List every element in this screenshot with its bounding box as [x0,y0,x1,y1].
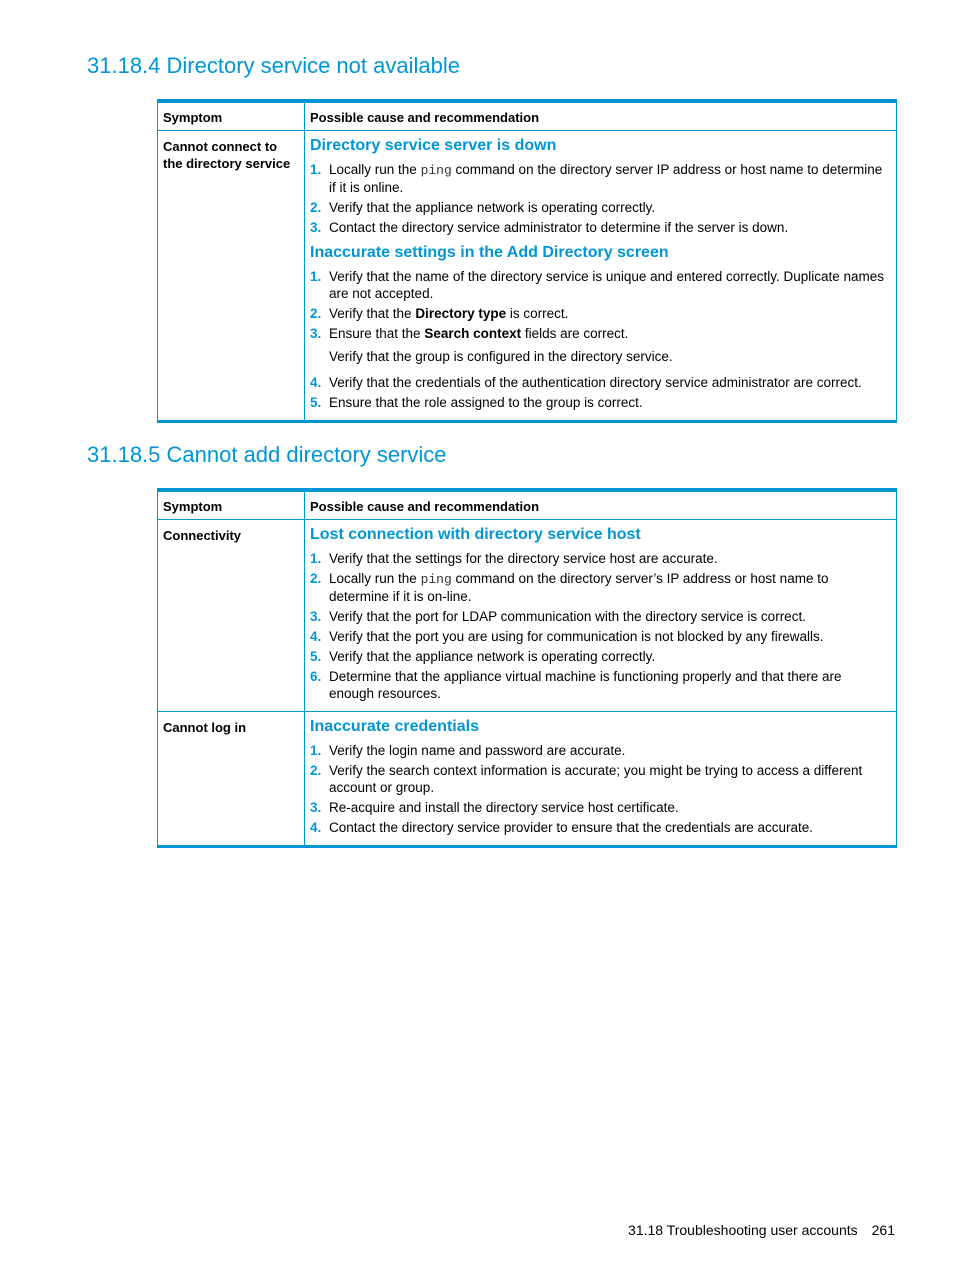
step-item [310,762,890,796]
step-number: 3. [310,609,322,624]
step-text: Verify the search context information is accurate; you might be trying to access a different account or group. [329,763,863,795]
step-text: Verify that the settings for the directory service host are accurate. [329,551,718,566]
header-cause: Possible cause and recommendation [305,101,897,131]
footer-section-title: 31.18 Troubleshooting user accounts [628,1222,858,1238]
steps-list [310,268,890,342]
recommendation-cell [305,520,897,712]
table-row [158,131,897,422]
step-number: 2. [310,763,322,778]
step-text [329,306,568,321]
step-item [310,799,890,816]
ui-field-name: Directory type [415,306,507,321]
step-number: 4. [310,375,322,390]
step-text: Ensure that the role assigned to the group is correct. [329,395,643,410]
step-text [329,571,828,604]
step-text-pre: Locally run the [329,571,421,586]
step-text: Verify that the port for LDAP communication with the directory service is correct. [329,609,806,624]
cause-heading: Lost connection with directory service host [310,526,641,543]
cause-heading: Inaccurate settings in the Add Directory screen [310,244,669,261]
command-code: ping [420,572,452,587]
step-number: 4. [310,629,322,644]
cause-heading: Directory service server is down [310,137,557,154]
step-item [310,394,890,411]
header-symptom: Symptom [158,101,305,131]
step-item [310,219,890,236]
cause-heading: Inaccurate credentials [310,718,479,735]
step-text: Contact the directory service administrator to determine if the server is down. [329,220,789,235]
step-text: Contact the directory service provider to ensure that the credentials are accurate. [329,820,813,835]
page-number: 261 [871,1222,895,1238]
recommendation-cell [305,131,897,422]
step-number: 1. [310,162,322,177]
step-number: 3. [310,326,322,341]
step-text: Verify the login name and password are accurate. [329,743,626,758]
step-text: Re-acquire and install the directory service host certificate. [329,800,679,815]
symptom-cell: Connectivity [158,520,305,712]
step-text: Verify that the appliance network is operating correctly. [329,649,656,664]
step-number: 1. [310,551,322,566]
step-text-pre: Verify that the [329,306,416,321]
step-text-pre: Locally run the [329,162,421,177]
command-code: ping [420,163,452,178]
step-number: 1. [310,269,322,284]
step-text-post: command on the directory server’s IP address or host name to determine if it is on-line. [329,571,829,604]
step-text [329,326,628,341]
step-number: 3. [310,800,322,815]
recommendation-cell [305,712,897,847]
ui-field-name: Search context [424,326,522,341]
step-item [310,325,890,342]
step-item [310,570,890,605]
symptom-cell: Cannot log in [158,712,305,847]
steps-list [310,161,890,236]
step-number: 2. [310,306,322,321]
step-number: 2. [310,571,322,586]
step-number: 3. [310,220,322,235]
header-symptom: Symptom [158,490,305,520]
step-number: 5. [310,395,322,410]
step-item [310,305,890,322]
step-number: 4. [310,820,322,835]
symptom-cell: Cannot connect to the directory service [158,131,305,422]
step-number: 1. [310,743,322,758]
step-item [310,819,890,836]
step-text-post: command on the directory server IP address or host name to determine if it is online. [329,162,883,195]
step-number: 5. [310,649,322,664]
step-item [310,161,890,196]
steps-list [310,742,890,836]
steps-list [310,374,890,411]
troubleshooting-table-cannot-add-directory [157,488,897,848]
step-item [310,608,890,625]
step-item [310,668,890,702]
step-item [310,742,890,759]
header-cause: Possible cause and recommendation [305,490,897,520]
step-text-post: is correct. [506,306,569,321]
section-title-cannot-add-directory: 31.18.5 Cannot add directory service [87,442,447,467]
step-text [329,162,882,195]
step-item [310,550,890,567]
page-footer [628,1222,895,1238]
step-number: 2. [310,200,322,215]
steps-list [310,550,890,702]
step-number: 6. [310,669,322,684]
step-item [310,268,890,302]
table-row [158,712,897,847]
table-row [158,520,897,712]
step-item [310,199,890,216]
step-text: Determine that the appliance virtual machine is functioning properly and that there are enough resources. [329,669,842,701]
step-item [310,648,890,665]
step-text: Verify that the name of the directory service is unique and entered correctly. Duplicate names are not accepted. [329,269,885,301]
step-item [310,374,890,391]
section-title-directory-not-available: 31.18.4 Directory service not available [87,53,460,78]
step-text-post: fields are correct. [521,326,629,341]
step-text: Verify that the credentials of the authentication directory service administrator are correct. [329,375,862,390]
step-item [310,628,890,645]
step-text: Verify that the appliance network is operating correctly. [329,200,656,215]
troubleshooting-table-directory-not-available [157,99,897,423]
step-text-pre: Ensure that the [329,326,425,341]
step-text: Verify that the port you are using for communication is not blocked by any firewalls. [329,629,824,644]
step-note: Verify that the group is configured in the directory service. [329,349,673,364]
